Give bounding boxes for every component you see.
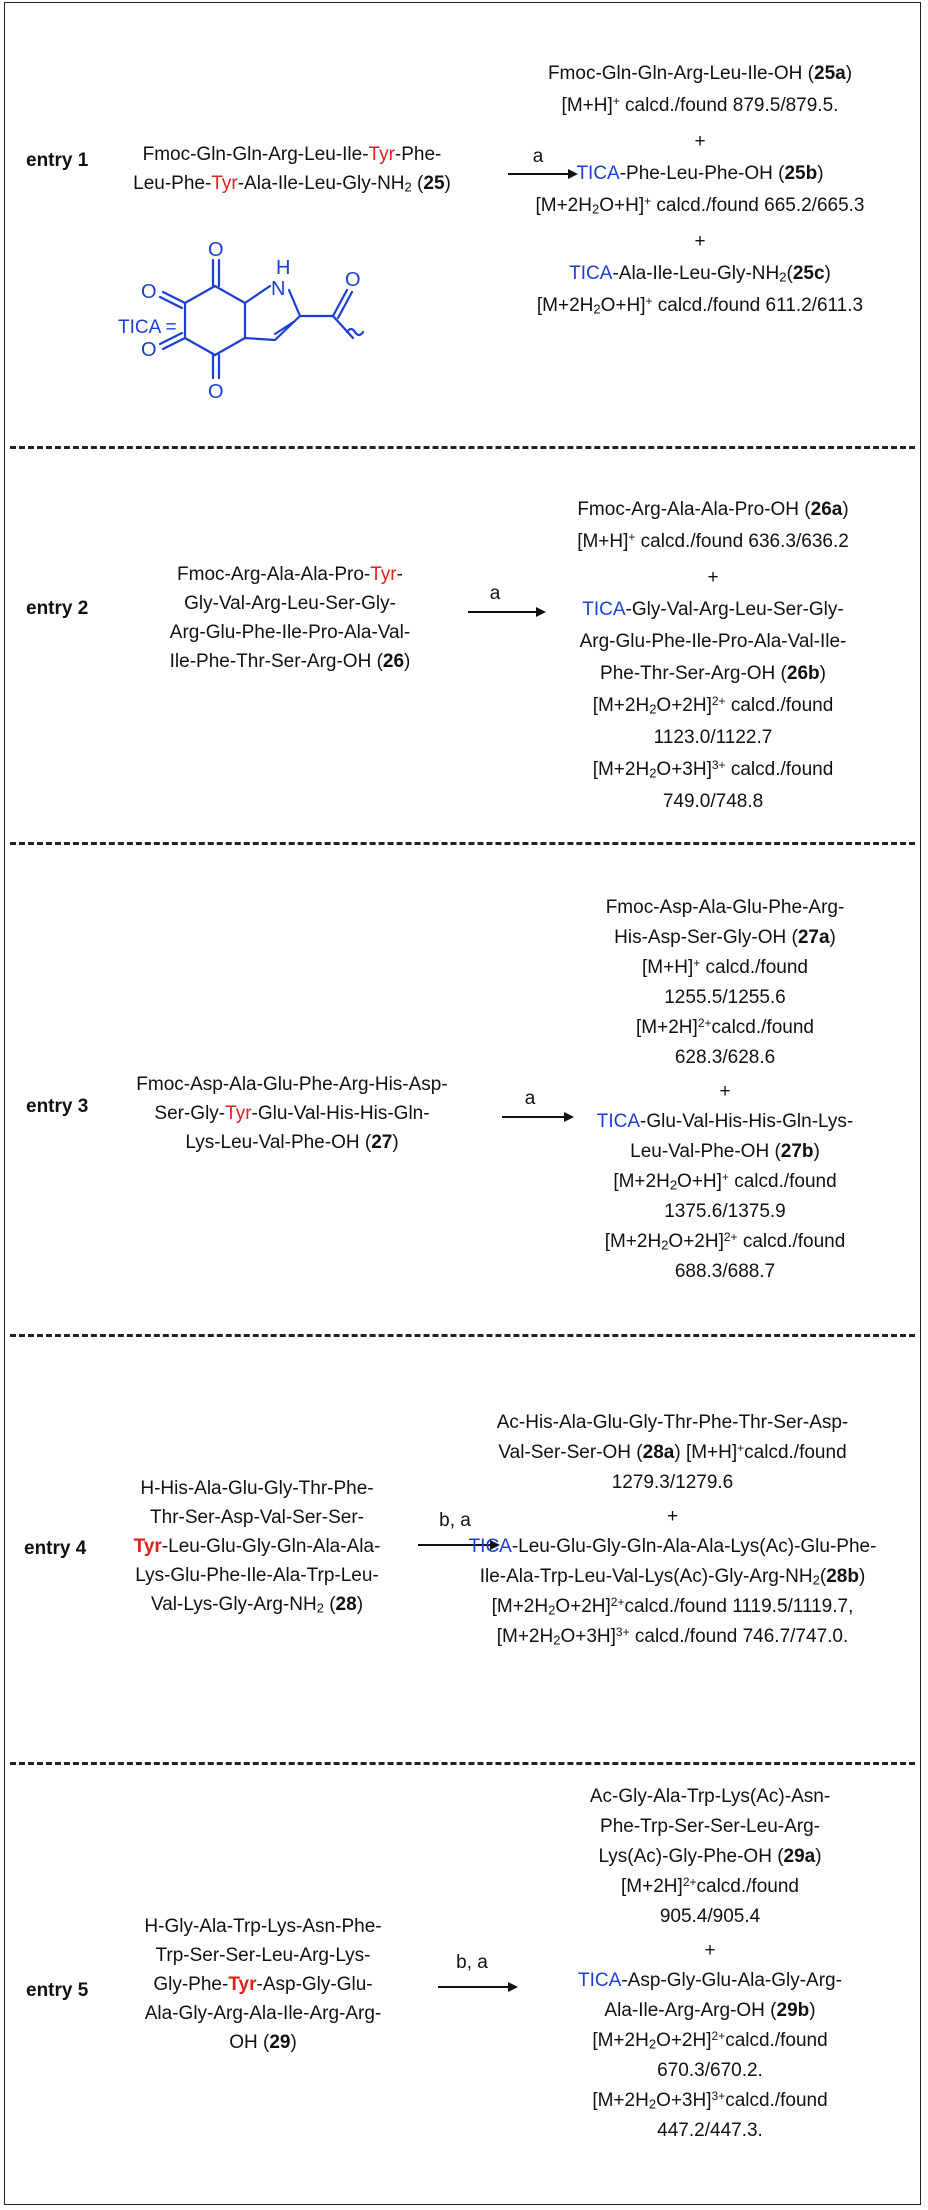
text-segment: [M+2H (535, 195, 592, 216)
text-line (108, 1970, 418, 1999)
text-segment: ) (842, 499, 849, 520)
entry-2-products (548, 494, 878, 818)
text-segment: 2 (649, 701, 657, 717)
text-line (540, 1812, 880, 1842)
text-segment: 3+ (615, 1625, 630, 1639)
text-line (540, 1966, 880, 1996)
text-segment: ) (819, 663, 826, 684)
plus-sign (560, 1077, 890, 1107)
text-segment: O+2H] (656, 695, 712, 716)
entry-3-substrate (112, 1070, 472, 1157)
text-segment: O+H] (600, 295, 646, 316)
text-line (540, 1902, 880, 1932)
text-segment: ) (809, 2000, 816, 2021)
tica-atom-o: O (345, 269, 361, 291)
compound-number: 28b (826, 1566, 859, 1587)
text-segment: + (644, 194, 652, 208)
text-segment: ( (323, 1594, 336, 1615)
text-segment: Fmoc-Arg-Ala-Ala-Pro- (177, 564, 371, 585)
entry-4-substrate (102, 1474, 412, 1619)
text-segment: 2 (779, 269, 787, 285)
text-segment: O+2H] (555, 1596, 611, 1617)
text-segment: - (396, 564, 403, 585)
text-segment: calcd./found 636.3/636.2 (635, 531, 849, 552)
text-segment: calcd./found (737, 1231, 846, 1252)
text-line (548, 626, 878, 658)
text-line (560, 923, 890, 953)
text-segment: 749.0/748.8 (662, 791, 764, 812)
text-segment: calcd./found 879.5/879.5. (619, 95, 839, 116)
text-line (490, 158, 910, 190)
text-line (540, 1996, 880, 2026)
text-segment: ) (813, 1141, 820, 1162)
tica-structure (95, 228, 385, 403)
text-segment: 905.4/905.4 (659, 1906, 761, 1927)
compound-number: 25a (814, 63, 846, 84)
text-line (560, 1257, 890, 1287)
text-segment: -Asp-Gly-Glu- (256, 1974, 373, 1995)
text-segment: Lys(Ac)-Gly-Phe-OH ( (598, 1846, 784, 1867)
text-line (102, 1590, 412, 1619)
text-segment: Phe-Trp-Ser-Ser-Leu-Arg- (600, 1816, 820, 1837)
compound-number: 25c (792, 263, 825, 284)
text-segment: -Glu-Val-His-His-Gln- (251, 1103, 430, 1124)
text-segment: calcd./found (725, 2090, 828, 2111)
text-segment: Leu-Val-Phe-OH ( (630, 1141, 781, 1162)
text-segment: Ala-Gly-Arg-Ala-Ile-Arg-Arg- (144, 2003, 382, 2024)
text-segment: Fmoc-Gln-Gln-Arg-Leu-Ile-OH ( (547, 63, 814, 84)
text-segment: -Ala-Ile-Leu-Gly-NH (612, 263, 780, 284)
text-line (540, 2086, 880, 2116)
text-segment: [M+2H (496, 1626, 554, 1647)
entry-3-label: entry 3 (26, 1096, 89, 1117)
text-segment: ) (815, 1846, 822, 1867)
text-segment: 2 (404, 179, 412, 195)
text-line (490, 90, 910, 122)
text-segment: calcd./found 611.2/611.3 (652, 295, 864, 316)
text-line (108, 1912, 418, 1941)
text-line (540, 1842, 880, 1872)
text-segment: + (694, 231, 706, 252)
text-segment: calcd./found (725, 759, 834, 780)
text-segment: + (666, 1506, 679, 1527)
text-line (560, 1167, 890, 1197)
text-segment: Trp-Ser-Ser-Leu-Arg-Lys- (155, 1945, 371, 1966)
entry-separator (10, 1334, 915, 1337)
tica-tag: TICA (582, 599, 626, 620)
text-line (108, 1999, 418, 2028)
entry-separator (10, 842, 915, 845)
text-segment: Arg-Glu-Phe-Ile-Pro-Ala-Val- (169, 622, 411, 643)
text-segment: calcd./found (744, 1442, 847, 1463)
text-line (108, 1941, 418, 1970)
text-segment: 2+ (711, 2029, 726, 2043)
compound-number: 28 (335, 1594, 357, 1615)
text-segment: 2 (648, 2096, 657, 2112)
entry-4-products (425, 1408, 920, 1652)
entry-5-reagent: b, a (456, 1952, 488, 1973)
text-line (548, 754, 878, 786)
entry-5-label: entry 5 (26, 1980, 89, 2001)
text-segment: Phe-Thr-Ser-Arg-OH ( (600, 663, 787, 684)
text-segment: calcd./found (711, 1017, 814, 1038)
text-line (548, 786, 878, 818)
text-segment: [M+2H (592, 695, 650, 716)
text-line (490, 58, 910, 90)
text-segment: [M+2H] (621, 1876, 683, 1897)
text-segment: 2 (316, 1600, 324, 1616)
text-segment: + (719, 1081, 731, 1102)
entry-4-reagent: b, a (439, 1510, 471, 1531)
text-line (112, 140, 472, 169)
compound-number: 27a (797, 927, 830, 948)
text-segment: Ser-Gly- (154, 1103, 226, 1124)
text-segment: ) (845, 63, 853, 84)
text-segment: 1255.5/1255.6 (664, 987, 786, 1008)
text-line (560, 1227, 890, 1257)
text-segment: Ile-Ala-Trp-Leu-Val-Lys(Ac)-Gly-Arg-NH (479, 1566, 813, 1587)
text-line (540, 2026, 880, 2056)
text-line (548, 658, 878, 690)
text-line (112, 1070, 472, 1099)
text-segment: Fmoc-Asp-Ala-Glu-Phe-Arg-His-Asp- (136, 1074, 448, 1095)
entry-3-products (560, 893, 890, 1287)
compound-number: 26 (382, 651, 405, 672)
tyr-residue: Tyr (133, 1536, 162, 1557)
text-line (130, 618, 450, 647)
entry-1-label: entry 1 (26, 150, 89, 171)
text-segment: 2 (553, 1632, 561, 1648)
text-segment: 2+ (682, 1875, 697, 1889)
compound-number: 25b (784, 163, 818, 184)
text-segment: 3+ (711, 758, 726, 772)
text-line (548, 526, 878, 558)
tica-atom-o: O (208, 239, 224, 261)
text-segment: calcd./found (728, 1171, 837, 1192)
text-segment: + (704, 1940, 716, 1961)
text-segment: Ile-Phe-Thr-Ser-Arg-OH ( (169, 651, 383, 672)
tica-atom-h: H (276, 257, 291, 279)
text-segment: -Ala-Ile-Leu-Gly-NH (237, 173, 405, 194)
text-line (102, 1503, 412, 1532)
text-line (108, 2028, 418, 2057)
text-segment: Ac-His-Ala-Glu-Gly-Thr-Phe-Thr-Ser-Asp- (496, 1412, 849, 1433)
compound-number: 26b (786, 663, 820, 684)
entry-5-reaction-arrow (438, 1986, 516, 1988)
compound-number: 26a (810, 499, 843, 520)
text-segment: -Gly-Val-Arg-Leu-Ser-Gly- (625, 599, 844, 620)
text-segment: [M+H] (642, 957, 694, 978)
text-segment: ) (392, 1132, 399, 1153)
text-segment: + (737, 1441, 745, 1455)
text-segment: 2 (593, 301, 601, 317)
text-line (560, 1107, 890, 1137)
text-line (548, 722, 878, 754)
text-segment: O+3H] (656, 759, 712, 780)
compound-number: 27 (371, 1132, 393, 1153)
text-segment: 670.3/670.2. (657, 2060, 763, 2081)
entry-1-substrate (112, 140, 472, 198)
text-segment: Gly-Val-Arg-Leu-Ser-Gly- (184, 593, 396, 614)
text-segment: + (721, 1170, 729, 1184)
text-segment: + (645, 294, 653, 308)
text-line (425, 1468, 920, 1498)
text-line (560, 1197, 890, 1227)
text-segment: ) (356, 1594, 364, 1615)
compound-number: 29b (776, 2000, 810, 2021)
text-segment: ) (444, 173, 451, 194)
text-segment: calcd./found (696, 1876, 799, 1897)
text-segment: 2+ (697, 1016, 712, 1030)
text-line (540, 2056, 880, 2086)
text-segment: His-Asp-Ser-Gly-OH ( (614, 927, 798, 948)
text-line (112, 169, 472, 198)
entry-2-substrate (130, 560, 450, 676)
text-line (560, 983, 890, 1013)
entry-2-label: entry 2 (26, 598, 89, 619)
text-line (548, 690, 878, 722)
text-segment: [M+2H (592, 2030, 649, 2051)
text-line (548, 594, 878, 626)
text-line (425, 1408, 920, 1438)
text-segment: 2 (661, 1237, 669, 1253)
tyr-residue: Tyr (225, 1103, 252, 1124)
text-segment: -Leu-Glu-Gly-Gln-Ala-Ala- (161, 1536, 381, 1557)
text-line (560, 893, 890, 923)
text-segment: ( (411, 173, 424, 194)
text-segment: Leu-Phe- (133, 173, 212, 194)
tica-tag: TICA (578, 1970, 622, 1991)
text-line (112, 1099, 472, 1128)
text-segment: ) (829, 927, 836, 948)
text-line (130, 560, 450, 589)
text-segment: 2 (548, 1602, 556, 1618)
compound-number: 25 (423, 173, 445, 194)
entry-1-products (490, 58, 910, 322)
text-line (130, 647, 450, 676)
text-segment: 2 (648, 2036, 657, 2052)
tyr-residue: Tyr (228, 1974, 257, 1995)
text-line (425, 1622, 920, 1652)
text-line (540, 1872, 880, 1902)
text-segment: ( (786, 263, 793, 284)
text-segment: ) (404, 651, 411, 672)
text-segment: ) (817, 163, 824, 184)
text-line (560, 1043, 890, 1073)
text-segment: Fmoc-Gln-Gln-Arg-Leu-Ile- (142, 144, 369, 165)
text-segment: + (707, 567, 719, 588)
text-line (425, 1592, 920, 1622)
text-segment: -Leu-Glu-Gly-Gln-Ala-Ala-Lys(Ac)-Glu-Phe- (511, 1536, 877, 1557)
text-segment: 3+ (711, 2089, 726, 2103)
text-segment: Val-Ser-Ser-OH ( (498, 1442, 643, 1463)
text-segment: [M+2H (536, 295, 594, 316)
text-segment: + (612, 94, 620, 108)
entry-separator (10, 1762, 915, 1765)
entry-4-label: entry 4 (24, 1538, 87, 1559)
text-segment: ) (290, 2032, 297, 2053)
text-segment: Arg-Glu-Phe-Ile-Pro-Ala-Val-Ile- (579, 631, 847, 652)
text-line (102, 1561, 412, 1590)
text-segment: [M+2H] (636, 1017, 698, 1038)
text-segment: 2 (649, 765, 657, 781)
tica-tag: TICA (576, 163, 620, 184)
text-segment: 2+ (610, 1595, 625, 1609)
text-line (425, 1438, 920, 1468)
text-segment: Ac-Gly-Ala-Trp-Lys(Ac)-Asn- (589, 1786, 831, 1807)
text-segment: ) [M+H] (674, 1442, 738, 1463)
tyr-residue: Tyr (368, 144, 395, 165)
text-segment: -Phe- (394, 144, 442, 165)
text-segment: 1375.6/1375.9 (664, 1201, 786, 1222)
text-segment: Ala-Ile-Arg-Arg-OH ( (604, 2000, 777, 2021)
text-segment: -Glu-Val-His-His-Gln-Lys- (640, 1111, 854, 1132)
text-segment: [M+2H (613, 1171, 670, 1192)
text-segment: calcd./found 746.7/747.0. (629, 1626, 849, 1647)
tyr-residue: Tyr (370, 564, 397, 585)
tica-tag: TICA (468, 1536, 512, 1557)
text-line (560, 1137, 890, 1167)
entry-3-reagent: a (524, 1088, 536, 1109)
text-segment: O+3H] (656, 2090, 712, 2111)
text-segment: -Asp-Gly-Glu-Ala-Gly-Arg- (621, 1970, 842, 1991)
text-segment: + (628, 530, 636, 544)
tica-atom-n: N (271, 278, 286, 300)
text-segment: 2 (669, 1177, 678, 1193)
text-segment: 628.3/628.6 (674, 1047, 776, 1068)
tyr-residue: Tyr (211, 173, 238, 194)
text-segment: 447.2/447.3. (657, 2120, 763, 2141)
entry-5-products (540, 1782, 880, 2146)
tica-atom-o: O (208, 381, 224, 403)
text-segment: H-His-Ala-Glu-Gly-Thr-Phe- (140, 1478, 374, 1499)
compound-number: 28a (642, 1442, 675, 1463)
text-segment: O+H] (677, 1171, 722, 1192)
text-segment: Lys-Glu-Phe-Ile-Ala-Trp-Leu- (135, 1565, 379, 1586)
plus-sign (425, 1502, 920, 1532)
text-segment: 688.3/688.7 (674, 1261, 776, 1282)
text-segment: Val-Lys-Gly-Arg-NH (150, 1594, 317, 1615)
text-segment: 2 (812, 1572, 820, 1588)
entry-separator (10, 446, 915, 449)
text-segment: ) (824, 263, 831, 284)
text-segment: Thr-Ser-Asp-Val-Ser-Ser- (150, 1507, 364, 1528)
text-line (102, 1474, 412, 1503)
text-line (130, 589, 450, 618)
entry-2-reaction-arrow (468, 611, 544, 613)
text-segment: [M+2H (491, 1596, 549, 1617)
text-segment: 1123.0/1122.7 (653, 727, 773, 748)
text-segment: O+3H] (560, 1626, 616, 1647)
text-segment: calcd./found (725, 695, 834, 716)
text-segment: [M+H] (577, 531, 629, 552)
text-line (540, 2116, 880, 2146)
text-segment: H-Gly-Ala-Trp-Lys-Asn-Phe- (144, 1916, 382, 1937)
text-line (560, 1013, 890, 1043)
text-segment: 2 (591, 201, 600, 217)
entry-5-substrate (108, 1912, 418, 2057)
text-segment: 1279.3/1279.6 (611, 1472, 734, 1493)
compound-number: 29a (783, 1846, 816, 1867)
text-segment: [M+H] (561, 95, 613, 116)
text-segment: calcd./found (700, 957, 808, 978)
text-line (490, 190, 910, 222)
tica-atom-o: O (141, 281, 157, 303)
text-segment: calcd./found 1119.5/1119.7, (624, 1596, 854, 1617)
text-segment: Fmoc-Arg-Ala-Ala-Pro-OH ( (577, 499, 811, 520)
text-line (425, 1562, 920, 1592)
text-segment: O+2H] (656, 2030, 712, 2051)
text-segment: + (693, 956, 701, 970)
text-segment: 2+ (711, 694, 726, 708)
text-segment: calcd./found 665.2/665.3 (651, 195, 865, 216)
tica-atom-o: O (141, 339, 157, 361)
entry-2-reagent: a (489, 583, 501, 604)
text-line (490, 290, 910, 322)
entry-1-reagent: a (532, 146, 544, 167)
text-line (102, 1532, 412, 1561)
text-line (560, 953, 890, 983)
text-segment: -Phe-Leu-Phe-OH ( (619, 163, 785, 184)
tica-tag: TICA (569, 263, 613, 284)
plus-sign (540, 1936, 880, 1966)
compound-number: 29 (269, 2032, 291, 2053)
text-segment: Gly-Phe- (153, 1974, 229, 1995)
text-segment: OH ( (229, 2032, 270, 2053)
text-line (490, 258, 910, 290)
text-line (425, 1532, 920, 1562)
text-line (548, 494, 878, 526)
text-segment: [M+2H (604, 1231, 662, 1252)
text-segment: [M+2H (592, 759, 650, 780)
text-segment: calcd./found (725, 2030, 828, 2051)
plus-sign (548, 562, 878, 594)
plus-sign (490, 226, 910, 258)
text-segment: 2+ (723, 1230, 738, 1244)
text-segment: O+2H] (668, 1231, 724, 1252)
text-segment: + (694, 131, 706, 152)
tica-tag: TICA (596, 1111, 641, 1132)
text-line (112, 1128, 472, 1157)
text-segment: [M+2H (592, 2090, 649, 2111)
text-segment: O+H] (599, 195, 645, 216)
plus-sign (490, 126, 910, 158)
text-segment: ) (858, 1566, 866, 1587)
text-line (540, 1782, 880, 1812)
compound-number: 27b (780, 1141, 814, 1162)
text-segment: ( (819, 1566, 827, 1587)
tica-label: TICA = (118, 317, 177, 338)
text-segment: Fmoc-Asp-Ala-Glu-Phe-Arg- (605, 897, 845, 918)
text-segment: Lys-Leu-Val-Phe-OH ( (185, 1132, 372, 1153)
